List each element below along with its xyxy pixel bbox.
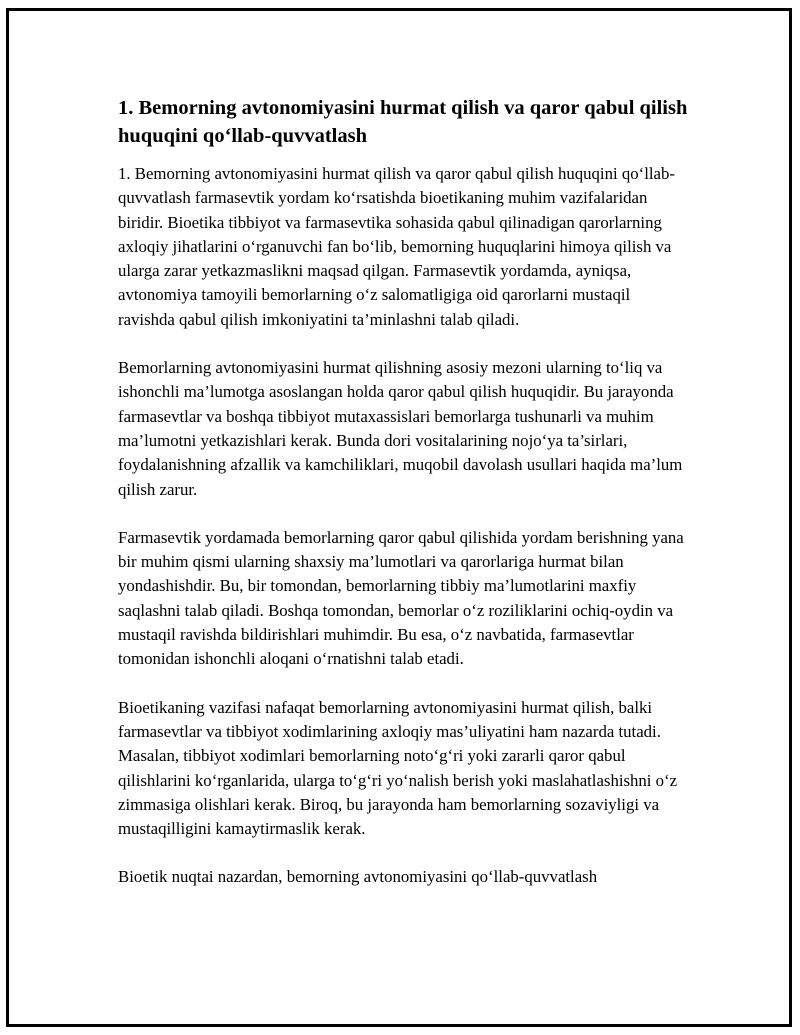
document-heading: 1. Bemorning avtonomiyasini hurmat qilish va qaror qabul qilish huquqini qo‘llab-quvvatlash <box>118 97 688 147</box>
paragraph-1: 1. Bemorning avtonomiyasini hurmat qilish va qaror qabul qilish huquqini qo‘llab-quvvatlash farmasevtik yordam ko‘rsatishda bioetikaning muhim vazifalaridan biridir. Bioetika tibbiyot va farmasevtika sohasida qabul qilinadigan qarorlarning axloqiy jihatlarini o‘rganuvchi fan bo‘lib, bemorning huquqlarini himoya qilish va ularga zarar yetkazmaslikni maqsad qilgan. Farmasevtik yordamda, ayniqsa, avtonomiya tamoyili bemorlarning o‘z salomatligiga oid qarorlarni mustaqil ravishda qabul qilish imkoniyatini ta’minlashni talab qiladi. <box>118 164 675 329</box>
document-content <box>118 94 688 914</box>
paragraph-3: Farmasevtik yordamada bemorlarning qaror qabul qilishida yordam berishning yana bir muhim qismi ularning shaxsiy ma’lumotlari va qarorlariga hurmat bilan yondashishdir. Bu, bir tomondan, bemorlarning tibbiy ma’lumotlarini maxfiy saqlashni talab qiladi. Boshqa tomondan, bemorlar o‘z roziliklarini ochiq-oydin va mustaqil ravishda bildirishlari muhimdir. Bu esa, o‘z navbatida, farmasevtlar tomonidan ishonchli aloqani o‘rnatishni talab etadi. <box>118 527 684 669</box>
paragraph-5: Bioetik nuqtai nazardan, bemorning avtonomiyasini qo‘llab-quvvatlash <box>118 867 598 887</box>
paragraph-2: Bemorlarning avtonomiyasini hurmat qilishning asosiy mezoni ularning to‘liq va ishonchli ma’lumotga asoslangan holda qaror qabul qilish huquqidir. Bu jarayonda farmasevtlar va boshqa tibbiyot mutaxassislari bemorlarga tushunarli va muhim ma’lumotni yetkazishlari kerak. Bunda dori vositalarining nojo‘ya ta’sirlari, foydalanishning afzallik va kamchiliklari, muqobil davolash usullari haqida ma’lum qilish zarur. <box>118 358 683 499</box>
paragraph-4: Bioetikaning vazifasi nafaqat bemorlarning avtonomiyasini hurmat qilish, balki farmasevtlar va tibbiyot xodimlarining axloqiy mas’uliyatini ham nazarda tutadi. Masalan, tibbiyot xodimlari bemorlarning noto‘g‘ri yoki zararli qaror qabul qilishlarini ko‘rganlarida, ularga to‘g‘ri yo‘nalish berish yoki maslahatlashishni o‘z zimmasiga olishlari kerak. Biroq, bu jarayonda ham bemorlarning sozaviyligi va mustaqilligini kamaytirmaslik kerak. <box>118 697 678 839</box>
